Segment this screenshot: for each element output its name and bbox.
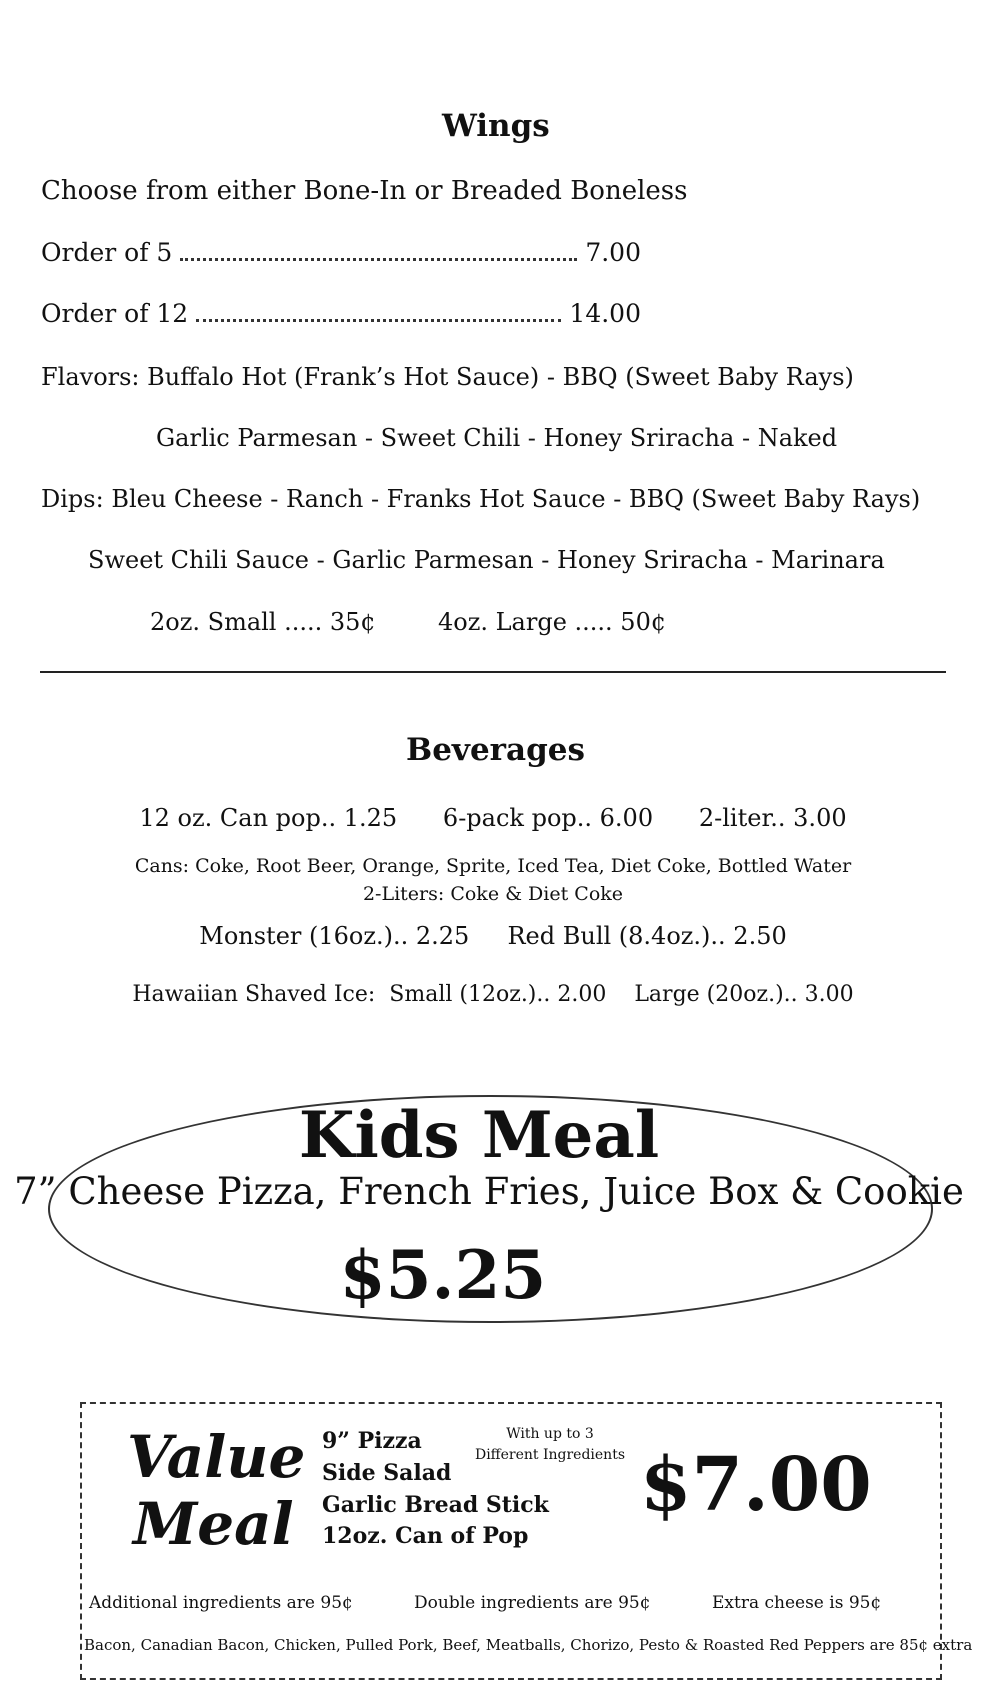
dip-large-price: 4oz. Large ..... 50¢	[438, 608, 667, 636]
value-meal-price: $7.00	[640, 1442, 872, 1528]
cans-list: Cans: Coke, Root Beer, Orange, Sprite, Iced Tea, Diet Coke, Bottled Water	[134, 855, 852, 877]
value-meal-note: With up to 3	[506, 1426, 594, 1442]
dot-leader	[196, 319, 561, 322]
wings-order-row	[41, 238, 641, 267]
order-price: 14.00	[569, 299, 641, 328]
order-price: 7.00	[585, 238, 641, 267]
value-meal-item: 12oz. Can of Pop	[322, 1523, 529, 1549]
wings-title: Wings	[442, 108, 550, 144]
value-meal-item: 9” Pizza	[322, 1428, 422, 1454]
energy-drinks: Monster (16oz.).. 2.25 Red Bull (8.4oz.).. 2.50	[199, 922, 787, 950]
order-label: Order of 5	[41, 238, 173, 267]
liters-list: 2-Liters: Coke & Diet Coke	[362, 883, 624, 905]
kids-meal-title: Kids Meal	[298, 1098, 660, 1173]
value-meal-item: Side Salad	[322, 1460, 452, 1486]
value-meal-item: Garlic Bread Stick	[322, 1492, 549, 1518]
dot-leader	[180, 258, 577, 261]
dip-small-price: 2oz. Small ..... 35¢	[150, 608, 376, 636]
flavors-line: Flavors: Buffalo Hot (Frank’s Hot Sauce) - BBQ (Sweet Baby Rays)	[41, 363, 854, 391]
premium-toppings-note: Bacon, Canadian Bacon, Chicken, Pulled Pork, Beef, Meatballs, Chorizo, Pesto & Roasted Red Peppers are 85¢ extra	[84, 1636, 973, 1654]
pop-prices: 12 oz. Can pop.. 1.25 6-pack pop.. 6.00 2-liter.. 3.00	[139, 804, 847, 832]
dips-line-2: Sweet Chili Sauce - Garlic Parmesan - Honey Sriracha - Marinara	[88, 546, 885, 574]
kids-meal-description: 7” Cheese Pizza, French Fries, Juice Box & Cookie	[14, 1170, 964, 1213]
value-meal-word-value: Value	[127, 1423, 306, 1491]
wings-order-row	[41, 299, 641, 328]
flavors-line-2: Garlic Parmesan - Sweet Chili - Honey Sriracha - Naked	[156, 424, 838, 452]
section-divider	[40, 671, 946, 673]
value-meal-note-2: Different Ingredients	[474, 1447, 626, 1463]
wings-intro: Choose from either Bone-In or Breaded Boneless	[41, 176, 688, 206]
double-ingredients-note: Double ingredients are 95¢	[414, 1593, 651, 1613]
shaved-ice: Hawaiian Shaved Ice: Small (12oz.).. 2.00 Large (20oz.).. 3.00	[132, 982, 854, 1007]
additional-ingredients-note: Additional ingredients are 95¢	[89, 1593, 353, 1613]
beverages-title: Beverages	[406, 732, 585, 768]
extra-cheese-note: Extra cheese is 95¢	[712, 1593, 882, 1613]
dips-line: Dips: Bleu Cheese - Ranch - Franks Hot Sauce - BBQ (Sweet Baby Rays)	[41, 485, 921, 513]
kids-meal-price: $5.25	[339, 1236, 547, 1314]
order-label: Order of 12	[41, 299, 189, 328]
value-meal-word-meal: Meal	[133, 1490, 294, 1558]
